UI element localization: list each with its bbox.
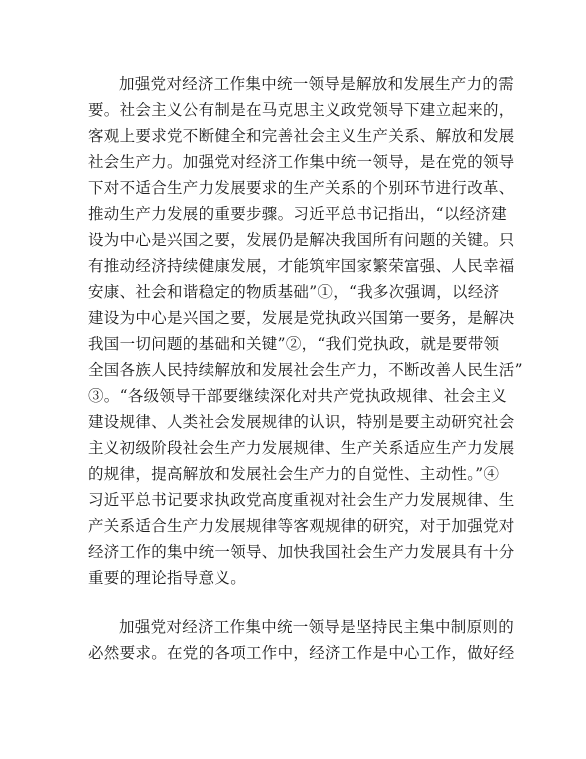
text-line: 经济工作的集中统一领导、加快我国社会生产力发展具有十分: [88, 543, 515, 561]
text-line: 主义初级阶段社会生产力发展规律、生产关系适应生产力发展: [88, 439, 515, 457]
text-line: 的规律，提高解放和发展社会生产力的自觉性、主动性。”④: [88, 465, 500, 483]
text-line: 推动生产力发展的重要步骤。习近平总书记指出，“以经济建: [88, 205, 508, 223]
text-line: 加强党对经济工作集中统一领导是坚持民主集中制原则的: [119, 618, 515, 636]
text-line: 建设为中心是兴国之要，发展是党执政兴国第一要务，是解决: [88, 309, 515, 327]
text-line: 加强党对经济工作集中统一领导是解放和发展生产力的需: [119, 75, 515, 93]
text-line: 建设规律、人类社会发展规律的认识，特别是要主动研究社会: [88, 413, 515, 431]
text-line: 有推动经济持续健康发展，才能筑牢国家繁荣富强、人民幸福: [88, 257, 515, 275]
text-line: 全国各族人民持续解放和发展社会生产力，不断改善人民生活”: [88, 361, 523, 379]
text-line: 安康、社会和谐稳定的物质基础”①，“我多次强调，以经济: [88, 283, 500, 301]
paragraph-2: [88, 614, 515, 666]
paragraph-1: [88, 71, 523, 591]
text-line: 必然要求。在党的各项工作中，经济工作是中心工作，做好经: [88, 644, 515, 662]
text-line: ③。“各级领导干部要继续深化对共产党执政规律、社会主义: [88, 387, 508, 405]
text-line: 我国一切问题的基础和关键”②，“我们党执政，就是要带领: [88, 335, 500, 353]
text-line: 客观上要求党不断健全和完善社会主义生产关系、解放和发展: [88, 127, 515, 145]
text-line: 产关系适合生产力发展规律等客观规律的研究，对于加强党对: [88, 517, 515, 535]
text-line: 社会生产力。加强党对经济工作集中统一领导，是在党的领导: [88, 153, 515, 171]
text-line: 重要的理论指导意义。: [88, 569, 247, 587]
text-line: 设为中心是兴国之要，发展仍是解决我国所有问题的关键。只: [88, 231, 515, 249]
text-line: 下对不适合生产力发展要求的生产关系的个别环节进行改革、: [88, 179, 515, 197]
text-line: 习近平总书记要求执政党高度重视对社会生产力发展规律、生: [88, 491, 515, 509]
text-line: 要。社会主义公有制是在马克思主义政党领导下建立起来的，: [88, 101, 515, 119]
